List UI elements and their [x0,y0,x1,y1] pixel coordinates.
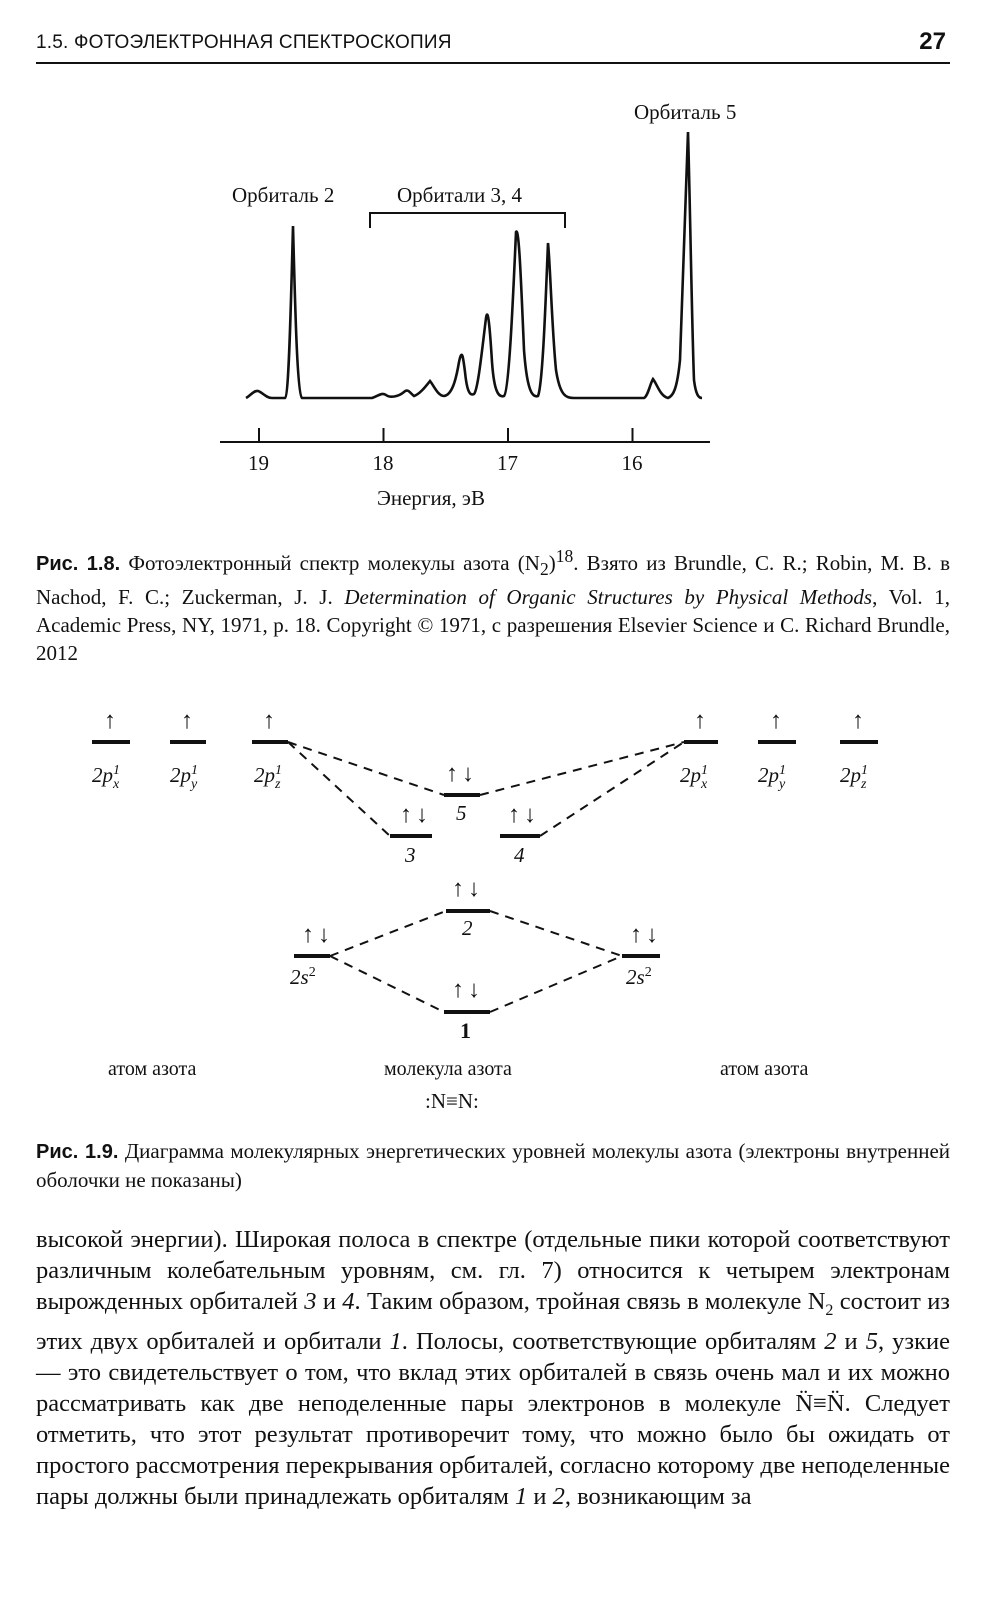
mo-label-3: 3 [405,843,416,867]
mo-label-1: 1 [460,1018,471,1043]
caption-text: Диаграмма молекулярных энергетических уровней молекулы азота (электроны внутренней оболочки не показаны) [36,1139,951,1192]
running-title: 1.5. ФОТОЭЛЕКТРОННАЯ СПЕКТРОСКОПИЯ [36,32,452,53]
axis-tick-label: 18 [372,451,394,475]
right-atom-label: атом азота [720,1058,809,1080]
spin-up-arrow: ↑ [263,708,275,734]
label-orbital-5: Орбиталь 5 [634,100,737,124]
spin-up-arrow: ↑ [852,708,864,734]
spin-up-arrow: ↑ [694,708,706,734]
spin-up-arrow: ↑ [400,802,412,828]
caption-sup: 18 [555,546,574,566]
orbital-label-2s-right: $2s^2$ [626,965,652,989]
caption-text: Фотоэлектронный спектр молекулы азота (N [128,551,540,575]
caption-figure-1-8 [36,542,950,667]
caption-text: . Взято из Brundle, C. R.; Robin, M. B. в Nachod, F. C.; Zuckerman, J. J. [36,551,951,610]
spin-up-arrow: ↑ [630,922,642,948]
spin-up-arrow: ↑ [181,708,193,734]
axis-label: Энергия, эВ [377,486,485,510]
orbital-label-2s-left: $2s^2$ [290,965,316,989]
spin-down-arrow: ↓ [318,922,330,948]
caption-book-title: Determination of Organic Structures by Physical Methods [344,585,873,610]
orbital-label-2pz-right: $2p^1$ z [840,763,868,792]
page-number: 27 [919,28,946,55]
spin-down-arrow: ↓ [468,977,480,1003]
bracket-orbitals-3-4 [370,213,565,228]
page-header [36,28,950,64]
mo-label-5: 5 [456,801,467,825]
molecule-formula: :N≡N: [425,1089,479,1113]
molecule-label: молекула азота [384,1058,512,1080]
spin-down-arrow: ↓ [468,876,480,902]
spin-up-arrow: ↑ [508,802,520,828]
figure-1-9-mo-diagram [0,690,1006,1130]
axis-tick-label: 19 [248,451,269,475]
axis-tick-label: 16 [621,451,643,475]
orbital-label-2pz-left: $2p^1$ z [254,763,282,792]
spin-up-arrow: ↑ [446,761,458,787]
axis-tick-label: 17 [497,451,518,475]
orbital-label-2py-right: $2p^1$ y [758,763,786,792]
spin-up-arrow: ↑ [302,922,314,948]
spin-down-arrow: ↓ [416,802,428,828]
caption-figure-1-9 [36,1137,950,1194]
spin-up-arrow: ↑ [452,876,464,902]
body-paragraph: высокой энергии). Широкая полоса в спектре (отдельные пики которой соответствуют различным колебательным уровням, см. гл. 7) относится к четырем электронам вырожденных орбиталей 3 и 4. Таким образом, тройная связь в молекуле $N_2$ состоит из этих двух орбиталей и орбитали 1. Полосы, соответствующие орбиталям 2 и 5, узкие — это свидетельствует о том, что вклад этих орбиталей в связь очень мал и их можно рассматривать как две неподеленные пары электронов в молекуле N̈≡N̈. Следует отметить, что этот результат противоречит тому, что можно было бы ожидать от простого рассмотрения перекрывания орбиталей, согласно которому две неподеленные пары должны были принадлежать орбиталям 1 и 2, возникающим за [36,1226,951,1510]
spin-up-arrow: ↑ [452,977,464,1003]
correlation-lines [288,742,684,1012]
figure-1-8-spectrum [0,80,1006,530]
orbital-label-2px-right: $2p^1$ x [680,763,708,792]
orbital-label-2py-left: $2p^1$ y [170,763,198,792]
left-atom-label: атом азота [108,1058,197,1080]
label-orbital-2: Орбиталь 2 [232,183,335,207]
mo-label-4: 4 [514,843,525,867]
spin-down-arrow: ↓ [646,922,658,948]
spin-down-arrow: ↓ [462,761,474,787]
caption-label: Рис. 1.9. [36,1141,119,1163]
caption-text: ) [548,551,556,575]
spin-down-arrow: ↓ [524,802,536,828]
caption-text: , Vol. 1, Academic Press, NY, 1971, p. 18. Copyright © 1971, с разрешения Elsevier Science и C. Richard Brundle, 2012 [36,585,950,666]
orbital-label-2px-left: $2p^1$ x [92,763,120,792]
spin-up-arrow: ↑ [104,708,116,734]
label-orbitals-3-4: Орбитали 3, 4 [397,183,522,207]
spectrum-trace [246,132,702,398]
mo-label-2: 2 [462,916,473,940]
spin-up-arrow: ↑ [770,708,782,734]
caption-label: Рис. 1.8. [36,553,121,575]
caption-sub: 2 [539,559,549,580]
